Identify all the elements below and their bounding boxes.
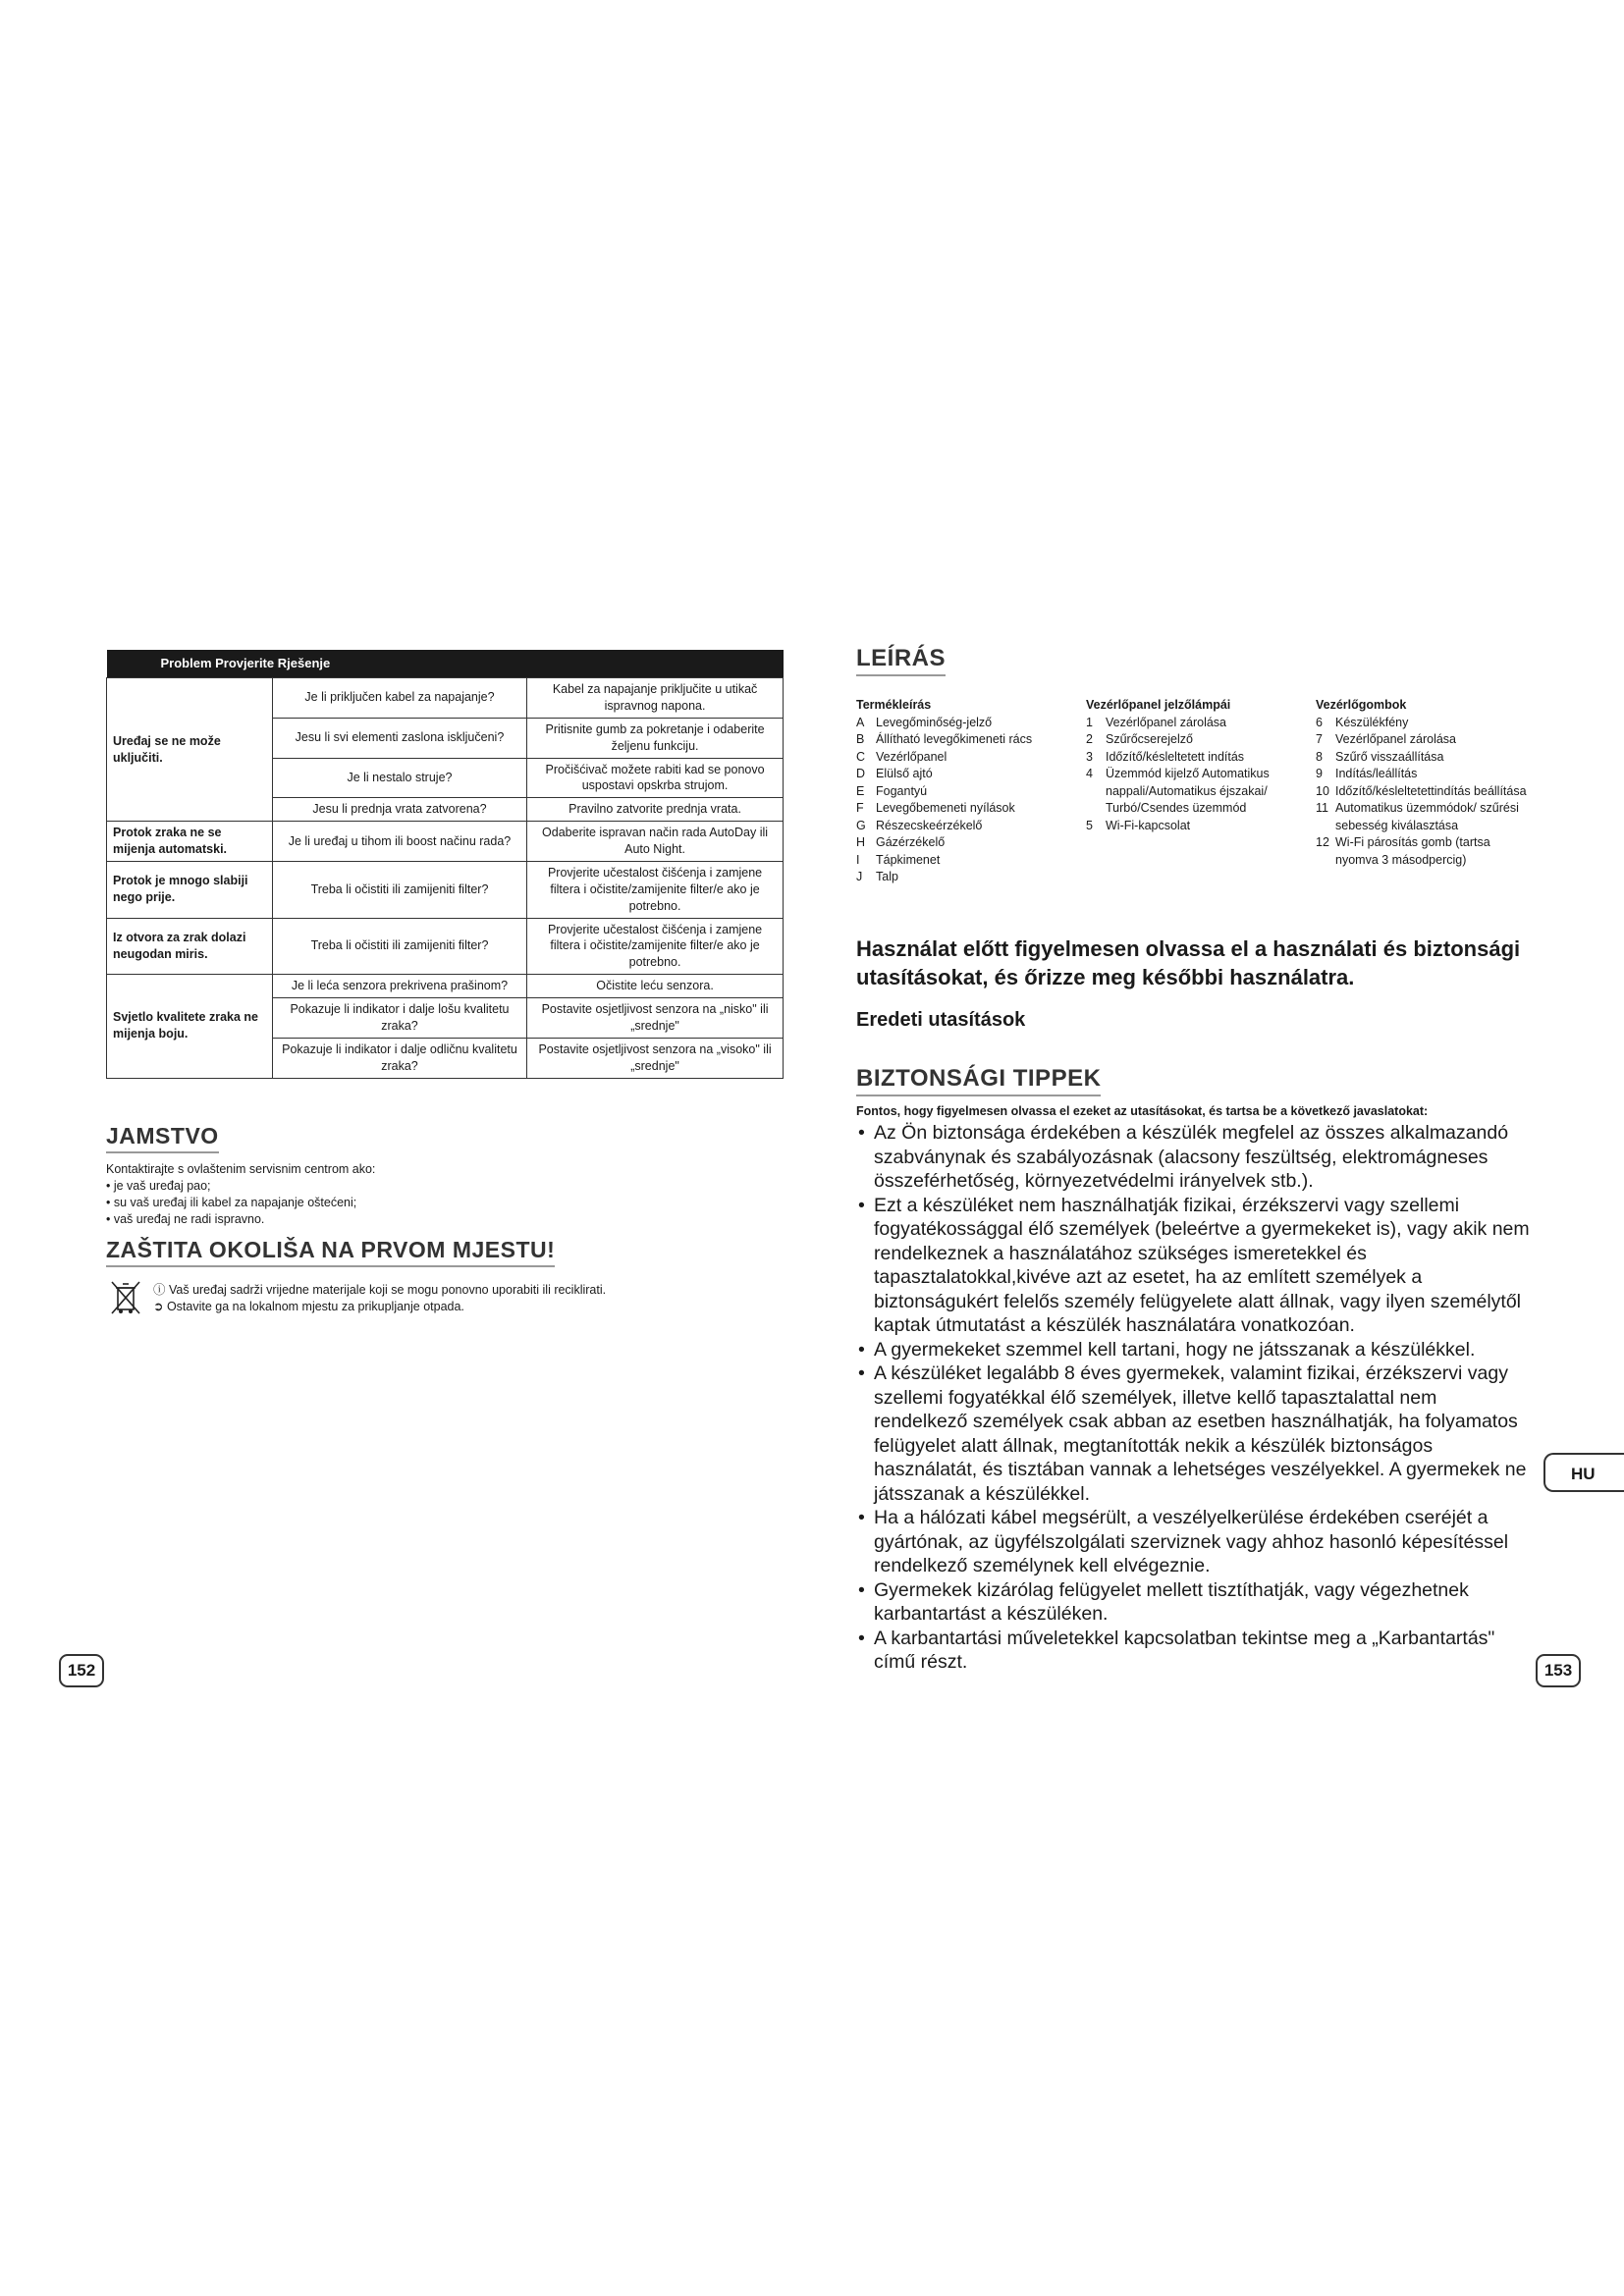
item-key: 1 [1086,715,1093,729]
list-item [1316,800,1532,834]
list-item [1316,783,1532,801]
item-key: I [856,852,860,867]
page-number-right: 153 [1536,1654,1581,1687]
original-instructions: Eredeti utasítások [856,1009,1026,1031]
check-cell: Pokazuje li indikator i dalje odličnu kvalitetu zraka? [272,1038,526,1078]
product-column [856,697,1072,886]
item-value: Vezérlőpanel zárolása [1106,715,1226,729]
check-cell: Pokazuje li indikator i dalje lošu kvalitetu zraka? [272,998,526,1039]
item-key: 12 [1316,835,1329,849]
item-value: Készülékfény [1335,715,1409,729]
table-row [107,678,784,719]
item-key: E [856,783,865,798]
list-item [1316,731,1532,749]
item-value: Vezérlőpanel [876,749,947,764]
list-item [856,818,1072,835]
item-key: 5 [1086,818,1093,832]
solution-cell: Pritisnite gumb za pokretanje i odaberite željenu funkciju. [527,718,784,758]
item-value: Üzemmód kijelző Automatikus nappali/Automatikus éjszakai/ Turbó/Csendes üzemmód [1106,767,1270,815]
safety-title: BIZTONSÁGI TIPPEK [856,1065,1101,1096]
indicators-title: Vezérlőpanel jelzőlámpái [1086,698,1231,712]
item-key: J [856,870,863,883]
check-cell: Je li leća senzora prekrivena prašinom? [272,975,526,998]
warranty-intro: Kontaktirajte s ovlaštenim servisnim centrom ako: [106,1162,376,1176]
environment-line-1 [153,1282,606,1299]
problem-cell: Protok je mnogo slabiji nego prije. [107,861,273,918]
list-item [856,869,1072,886]
environment-text-1: Vaš uređaj sadrži vrijedne materijale koji se mogu ponovno uporabiti ili reciklirati. [168,1283,607,1297]
item-value: Részecskeérzékelő [876,818,983,832]
list-item [856,766,1072,783]
environment-text-2: Ostavite ga na lokalnom mjestu za prikupljanje otpada. [166,1300,464,1313]
arrow-icon: ➲ [153,1300,167,1313]
list-item [1316,749,1532,767]
info-icon: ⓘ [153,1283,169,1297]
environment-body [153,1282,606,1315]
page-number-left: 152 [59,1654,104,1687]
solution-cell: Provjerite učestalost čišćenja i zamjene filtera i očistite/zamijenite filter/e ako je potrebno. [527,918,784,975]
item-key: A [856,715,865,729]
solution-cell: Odaberite ispravan način rada AutoDay ili Auto Night. [527,822,784,862]
buttons-list [1316,715,1532,870]
environment-title: ZAŠTITA OKOLIŠA NA PRVOM MJESTU! [106,1237,555,1267]
solution-cell: Kabel za napajanje priključite u utikač ispravnog napona. [527,678,784,719]
item-value: Wi-Fi-kapcsolat [1106,818,1191,832]
item-key: 8 [1316,749,1323,764]
list-item [1316,766,1532,783]
solution-cell: Postavite osjetljivost senzora na „nisko" ili „srednje" [527,998,784,1039]
table-header [107,650,784,678]
item-value: Szűrő visszaállítása [1335,749,1444,764]
safety-tip: • A gyermekeket szemmel kell tartani, hogy ne játsszanak a készülékkel. [856,1338,1534,1362]
item-key: 9 [1316,767,1323,780]
indicators-list [1086,715,1302,835]
check-cell: Je li priključen kabel za napajanje? [272,678,526,719]
solution-cell: Provjerite učestalost čišćenja i zamjene filtera i očistite/zamijenite filter/e ako je potrebno. [527,861,784,918]
warranty-body [106,1161,375,1228]
list-item [856,800,1072,818]
product-title: Termékleírás [856,698,932,712]
problem-cell: Protok zraka ne se mijenja automatski. [107,822,273,862]
troubleshooting-table [106,650,784,1079]
item-value: Gázérzékelő [876,835,946,849]
item-value: Talp [876,870,898,883]
header-problem: Problem [160,656,212,671]
list-item [1086,715,1302,732]
safety-tip: • A karbantartási műveletekkel kapcsolatban tekintse meg a „Karbantartás" című részt. [856,1627,1534,1675]
warranty-item: • je vaš uređaj pao; [106,1179,211,1193]
list-item [856,852,1072,870]
item-key: 3 [1086,749,1093,764]
read-first-notice: Használat előtt figyelmesen olvassa el a használati és biztonsági utasításokat, és őrizze meg későbbi használatra. [856,936,1521,989]
list-item [1316,834,1532,869]
item-value: Állítható levegőkimeneti rács [876,732,1033,746]
solution-cell: Očistite leću senzora. [527,975,784,998]
item-key: 10 [1316,783,1329,798]
check-cell: Je li uređaj u tihom ili boost načinu rada? [272,822,526,862]
item-value: Tápkimenet [876,852,941,867]
table-row [107,861,784,918]
solution-cell: Pravilno zatvorite prednja vrata. [527,798,784,822]
item-value: Levegőbemeneti nyílások [876,801,1015,815]
problem-cell: Uređaj se ne može uključiti. [107,678,273,822]
check-cell: Treba li očistiti ili zamijeniti filter? [272,861,526,918]
indicators-column [1086,697,1302,834]
item-key: D [856,767,866,780]
list-item [1316,715,1532,732]
language-tab: HU [1543,1453,1624,1492]
header-solution: Rješenje [277,656,331,671]
item-value: Fogantyú [876,783,928,798]
table-header-row [107,650,784,678]
warranty-item: • su vaš uređaj ili kabel za napajanje oštećeni; [106,1196,357,1209]
list-item [1086,731,1302,749]
item-key: 2 [1086,732,1093,746]
check-cell: Jesu li svi elementi zaslona isključeni? [272,718,526,758]
item-value: Szűrőcserejelző [1106,732,1193,746]
list-item [856,715,1072,732]
list-item [856,749,1072,767]
item-key: 7 [1316,732,1323,746]
item-value: Időzítő/késleltetettindítás beállítása [1335,783,1527,798]
safety-tip: • Ha a hálózati kábel megsérült, a veszélyelkerülése érdekében cseréjét a gyártónak, az ügyfélszolgálati szerviznek vagy ahhoz hasonló képesítéssel rendelkező személynek kell elvégeznie. [856,1506,1534,1578]
safety-tip: • Ezt a készüléket nem használhatják fizikai, érzékszervi vagy szellemi fogyatékossággal élő személyek (beleértve a gyermekeket is), vagy akik nem rendelkeznek a használatához szükséges ismeretekkel és tapasztalatokkal,kivéve azt az esetet, ha az említett személyek a biztonságukért felelős személy felügyelete alatt állnak, vagy ilyen személytől kaptak útmutatást a készülék használatára vonatkozóan. [856,1194,1534,1338]
item-value: Időzítő/késleltetett indítás [1106,749,1245,764]
safety-tips-list [856,1121,1534,1675]
list-item [856,731,1072,749]
item-key: 6 [1316,715,1323,729]
buttons-column [1316,697,1532,869]
item-value: Indítás/leállítás [1335,767,1418,780]
recycle-bin-icon [106,1278,145,1317]
description-title: LEÍRÁS [856,645,946,676]
table-row [107,918,784,975]
item-key: 11 [1316,801,1328,815]
list-item [856,783,1072,801]
item-key: G [856,818,866,832]
safety-intro: Fontos, hogy figyelmesen olvassa el ezeket az utasításokat, és tartsa be a következő javaslatokat: [856,1104,1429,1118]
item-key: B [856,732,865,746]
list-item [1086,766,1302,818]
header-check: Provjerite [215,656,275,671]
buttons-title: Vezérlőgombok [1316,698,1407,712]
item-value: Vezérlőpanel zárolása [1335,732,1456,746]
safety-tip: • Az Ön biztonsága érdekében a készülék megfelel az összes alkalmazandó szabványnak és szabályozásnak (alacsony feszültség, elektromágneses összeférhetőség, környezetvédelmi irányelvek stb.). [856,1121,1534,1194]
check-cell: Treba li očistiti ili zamijeniti filter? [272,918,526,975]
solution-cell: Postavite osjetljivost senzora na „visoko" ili „srednje" [527,1038,784,1078]
list-item [856,834,1072,852]
solution-cell: Pročišćivač možete rabiti kad se ponovo uspostavi opskrba strujom. [527,758,784,798]
environment-line-2 [153,1299,606,1315]
item-value: Elülső ajtó [876,767,933,780]
problem-cell: Iz otvora za zrak dolazi neugodan miris. [107,918,273,975]
list-item [1086,818,1302,835]
table-row [107,975,784,998]
check-cell: Jesu li prednja vrata zatvorena? [272,798,526,822]
warranty-item: • vaš uređaj ne radi ispravno. [106,1212,265,1226]
item-key: H [856,835,866,849]
list-item [1086,749,1302,767]
item-key: F [856,801,864,815]
product-list [856,715,1072,886]
item-value: Levegőminőség-jelző [876,715,993,729]
problem-cell: Svjetlo kvalitete zraka ne mijenja boju. [107,975,273,1078]
safety-tip: • A készüléket legalább 8 éves gyermekek, valamint fizikai, érzékszervi vagy szellemi fogyatékkal élő személyek, illetve kellő tapasztalattal nem rendelkező személyek csak abban az esetben használhatják, ha folyamatos felügyelet alatt állnak, megtanították nekik a készülék biztonságos használatát, és tisztában vannak a lehetséges veszélyekkel. A gyermekek ne játsszanak a készülékkel. [856,1362,1534,1506]
table-row [107,822,784,862]
item-value: Automatikus üzemmódok/ szűrési sebesség kiválasztása [1335,801,1519,832]
item-key: 4 [1086,767,1093,780]
table-body [107,678,784,1079]
item-key: C [856,749,866,764]
item-value: Wi-Fi párosítás gomb (tartsa nyomva 3 másodpercig) [1335,835,1490,867]
check-cell: Je li nestalo struje? [272,758,526,798]
safety-tip: • Gyermekek kizárólag felügyelet mellett tisztíthatják, vagy végezhetnek karbantartást a készüléken. [856,1578,1534,1627]
warranty-title: JAMSTVO [106,1123,219,1153]
